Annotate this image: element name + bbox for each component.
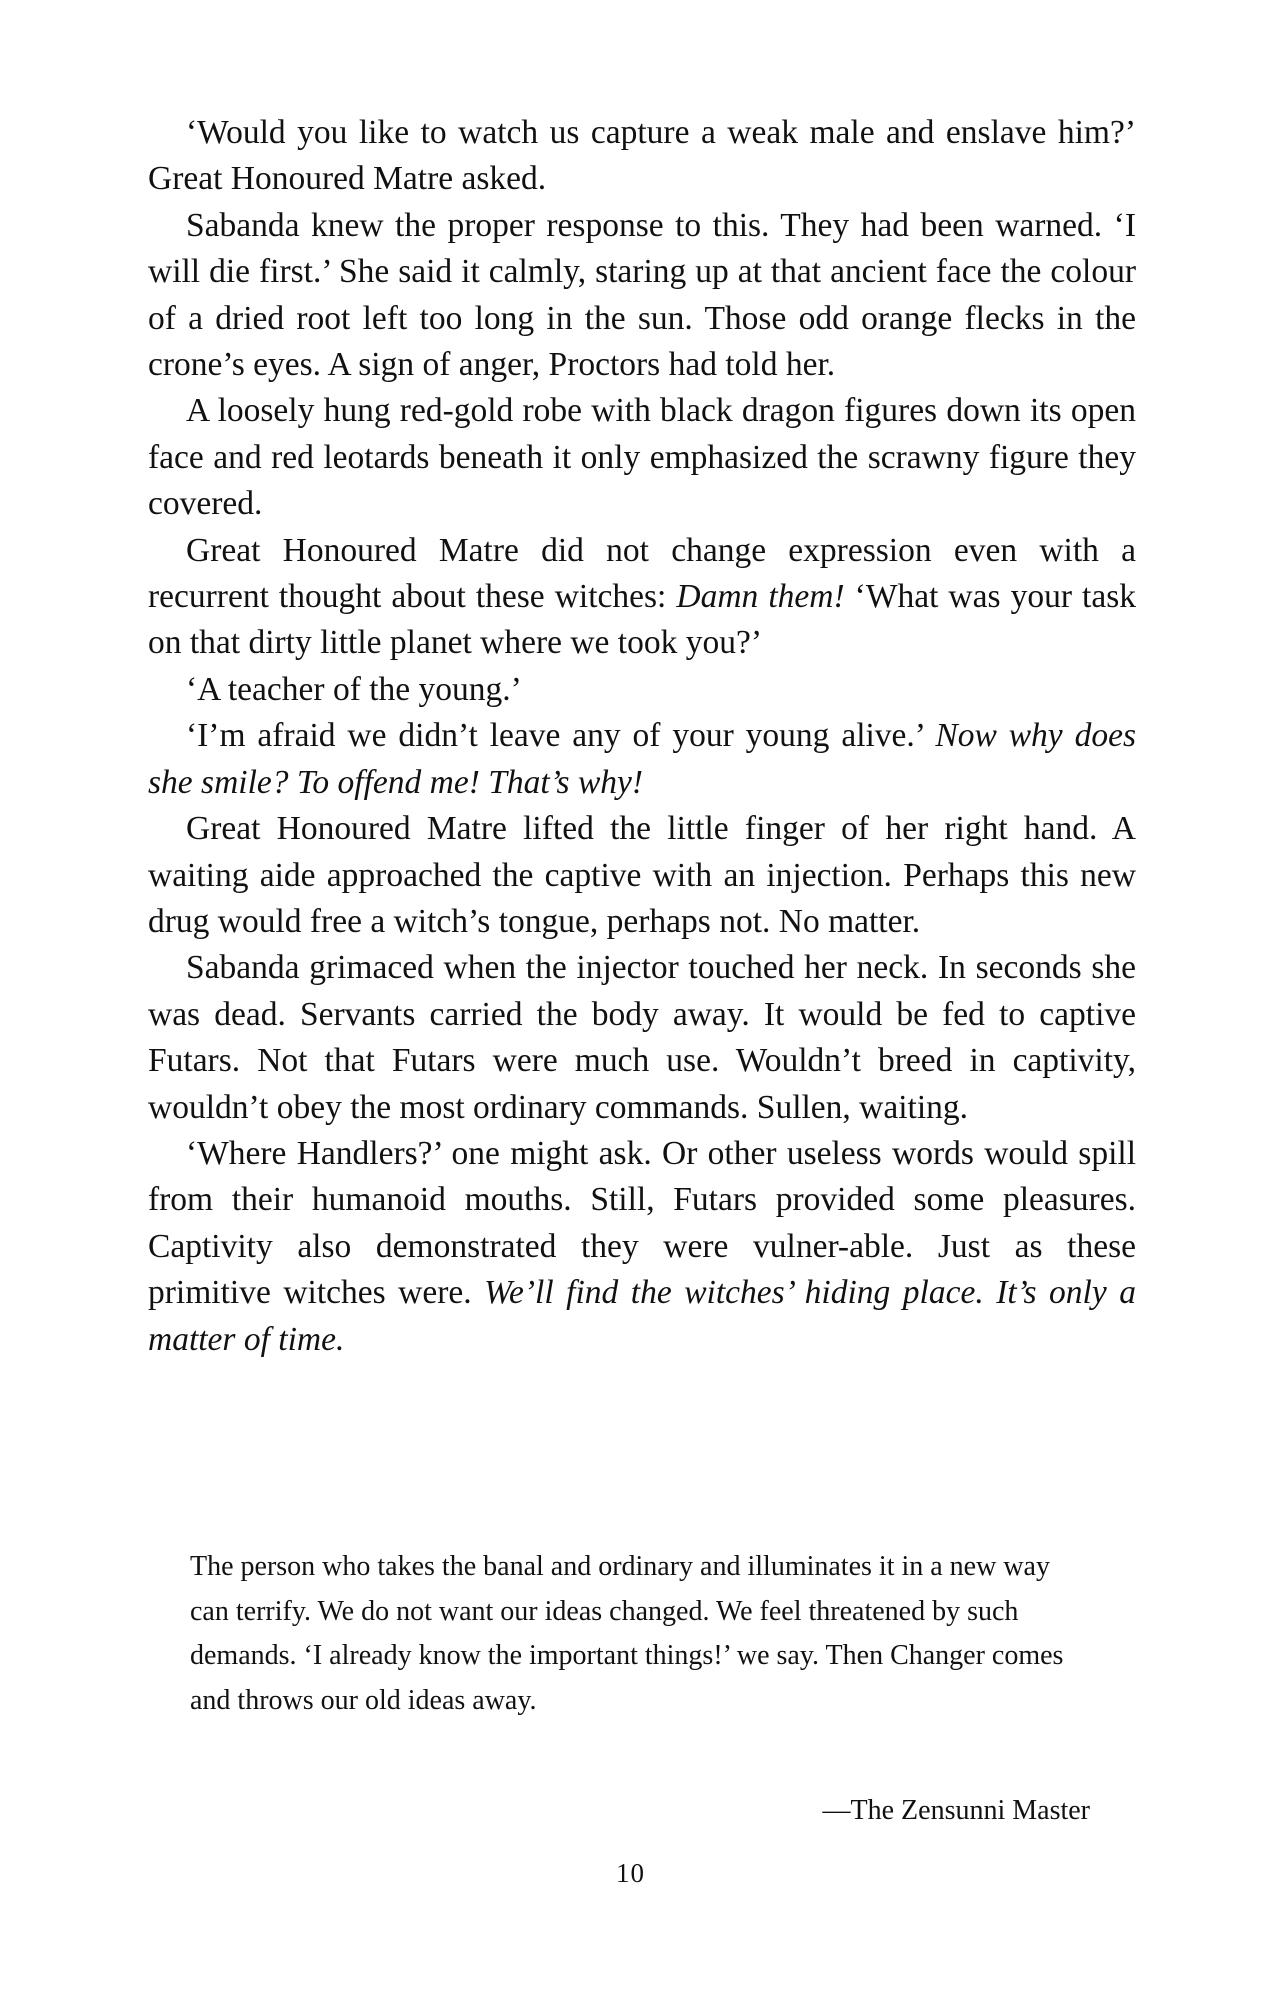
paragraph-3: A loosely hung red-gold robe with black dragon figures down its open face and red leotards beneath it only emphasized the scrawny figure they covered. <box>148 392 1136 523</box>
page-number: 10 <box>616 1858 645 1888</box>
paragraph-4-text: Great Honoured Matre did not change expression even with a recurrent thought about these witches: <box>148 531 1136 616</box>
paragraph-6-text: ‘I’m afraid we didn’t leave any of your young alive.’ <box>186 717 936 755</box>
body-text <box>148 110 1136 1363</box>
paragraph-4-text-end: ‘What was your task on that dirty little planet where we took you?’ <box>148 578 1136 662</box>
paragraph-5: ‘A teacher of the young.’ <box>186 670 522 708</box>
paragraph-6 <box>148 713 1136 806</box>
paragraph-9-text: ‘Where Handlers?’ one might ask. Or other useless words would spill from their humanoid mouths. Still, Futars provided some pleasures. Captivity also demonstrated they were vulner-able. Just as these primitive witches were. <box>148 1134 1136 1312</box>
paragraph-2: Sabanda knew the proper response to this. They had been warned. ‘I will die first.’ She said it calmly, staring up at that ancient face the colour of a dried root left too long in the sun. Those odd orange flecks in the crone’s eyes. A sign of anger, Proctors had told her. <box>148 206 1136 384</box>
paragraph-9-italic: We’ll find the witches’ hiding place. It’s only a matter of time. <box>148 1274 1136 1358</box>
paragraph-4 <box>148 528 1136 667</box>
paragraph-9 <box>148 1131 1136 1363</box>
epigraph-attribution: —The Zensunni Master <box>822 1795 1090 1826</box>
epigraph-text: The person who takes the banal and ordinary and illuminates it in a new way can terrify. We do not want our ideas changed. We feel threatened by such demands. ‘I already know the important things!’ we say. Then Changer comes and throws our old ideas away. <box>190 1551 1064 1716</box>
epigraph <box>190 1545 1090 1723</box>
paragraph-4-italic: Damn them! <box>676 578 845 616</box>
paragraph-6-italic: Now why does she smile? To offend me! That’s why! <box>148 717 1136 801</box>
paragraph-8: Sabanda grimaced when the injector touched her neck. In seconds she was dead. Servants carried the body away. It would be fed to captive Futars. Not that Futars were much use. Wouldn’t breed in captivity, wouldn’t obey the most ordinary commands. Sullen, waiting. <box>148 949 1136 1126</box>
paragraph-1: ‘Would you like to watch us capture a weak male and enslave him?’ Great Honoured Matre asked. <box>148 114 1136 198</box>
paragraph-7: Great Honoured Matre lifted the little finger of her right hand. A waiting aide approached the captive with an injection. Perhaps this new drug would free a witch’s tongue, perhaps not. No matter. <box>148 810 1136 940</box>
